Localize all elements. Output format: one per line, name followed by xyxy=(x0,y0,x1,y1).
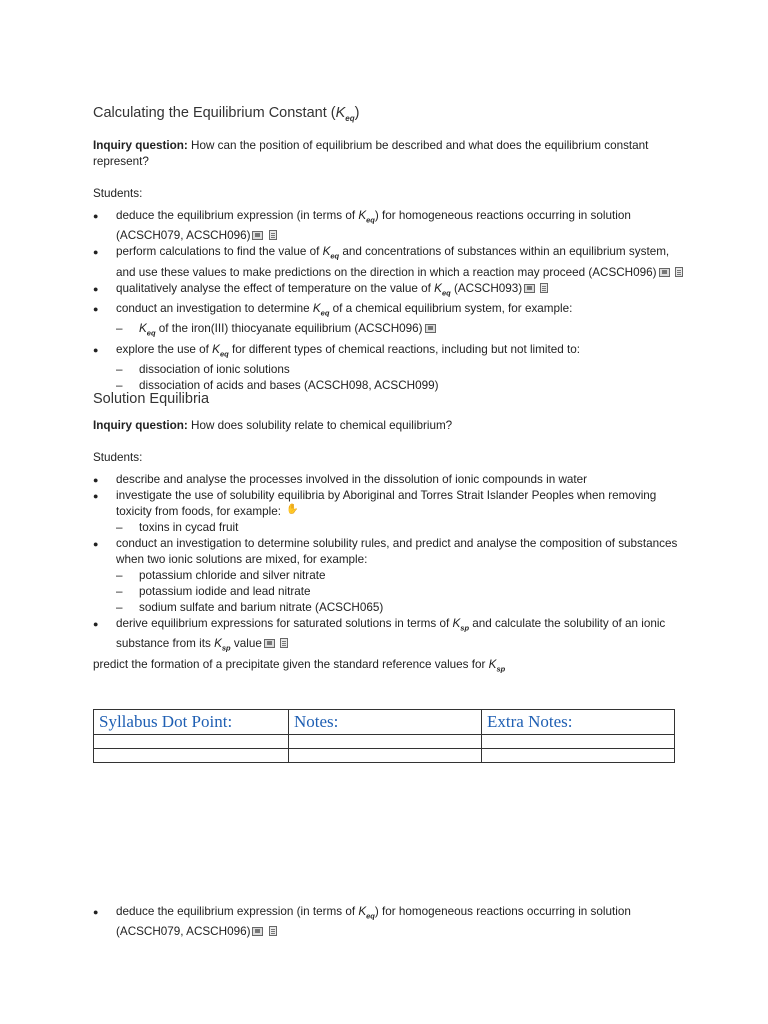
list-item xyxy=(93,301,683,342)
k-subscript: eq xyxy=(219,348,229,358)
list-item: – sodium sulfate and barium nitrate (ACSCH065) xyxy=(116,600,683,616)
sub-list xyxy=(116,321,683,341)
inquiry-label: Inquiry question: xyxy=(93,138,188,152)
monitor-icon xyxy=(252,231,263,240)
book-icon xyxy=(675,267,683,277)
sub-list xyxy=(116,568,683,616)
dot-point-list xyxy=(93,208,683,394)
list-item: – toxins in cycad fruit xyxy=(116,520,683,536)
table-header-row xyxy=(94,710,675,735)
k-subscript: eq xyxy=(441,287,451,297)
section-solution-equilibria xyxy=(93,390,683,677)
sub-list xyxy=(116,520,683,536)
list-item xyxy=(93,281,683,301)
book-icon xyxy=(269,230,277,240)
list-item xyxy=(116,321,683,341)
table-cell[interactable] xyxy=(482,749,675,763)
dot-point-list xyxy=(93,904,683,940)
inquiry-text: How can the position of equilibrium be described and what does the equilibrium constant represent? xyxy=(93,138,649,168)
item-text: derive equilibrium expressions for saturated solutions in terms of xyxy=(116,617,453,630)
monitor-icon xyxy=(252,927,263,936)
k-symbol: K xyxy=(452,617,461,630)
item-text: and calculate the solubility of an ionic substance from its xyxy=(116,617,666,651)
k-symbol: K xyxy=(312,301,321,315)
item-text: predict the formation of a precipitate given the standard reference values for xyxy=(93,657,489,671)
item-text: (ACSCH093) xyxy=(450,281,523,295)
list-item: ● describe and analyse the processes involved in the dissolution of ionic compounds in water xyxy=(93,472,683,488)
item-text: deduce the equilibrium expression (in terms of xyxy=(116,208,359,222)
list-item xyxy=(93,208,683,244)
inquiry-question xyxy=(93,138,683,170)
k-symbol: K xyxy=(434,281,442,295)
monitor-icon xyxy=(425,324,436,333)
list-item xyxy=(93,342,683,394)
k-subscript: eq xyxy=(146,328,156,338)
header-extra-notes: Extra Notes: xyxy=(482,710,675,735)
table-cell[interactable] xyxy=(94,735,289,749)
section-title: Solution Equilibria xyxy=(93,391,210,407)
k-subscript: eq xyxy=(366,911,375,921)
bottom-dot-point xyxy=(93,904,683,940)
k-symbol: K xyxy=(139,322,147,336)
section-equilibrium-constant xyxy=(93,104,683,394)
k-symbol: K xyxy=(335,105,346,121)
k-symbol: K xyxy=(322,245,331,259)
k-subscript: sp xyxy=(221,643,231,653)
k-symbol: K xyxy=(214,637,222,651)
item-text: and concentrations of substances within an equilibrium system, and use these values to make predictions on the direction in which a reaction may proceed (ACSCH096) xyxy=(116,245,670,279)
inquiry-text: How does solubility relate to chemical equilibrium? xyxy=(187,419,453,432)
item-text: of a chemical equilibrium system, for example: xyxy=(329,301,573,315)
item-text: conduct an investigation to determine solubility rules, and predict and analyse the composition of substances when two ionic solutions are mixed, for example: xyxy=(116,537,678,566)
inquiry-question xyxy=(93,418,683,434)
list-item: – dissociation of ionic solutions xyxy=(116,362,683,378)
monitor-icon xyxy=(524,284,535,293)
table-row xyxy=(94,735,675,749)
book-icon xyxy=(269,926,277,936)
table-cell[interactable] xyxy=(289,749,482,763)
item-text: ) for homogeneous reactions occurring in solution (ACSCH079, ACSCH096) xyxy=(116,905,631,939)
k-subscript: eq xyxy=(345,113,355,123)
list-item xyxy=(93,616,683,657)
list-item: – potassium chloride and silver nitrate xyxy=(116,568,683,584)
item-text: explore the use of xyxy=(116,342,213,356)
item-text: value xyxy=(230,637,262,651)
table-cell[interactable] xyxy=(482,735,675,749)
k-symbol: K xyxy=(358,208,367,222)
header-syllabus-dot-point: Syllabus Dot Point: xyxy=(94,710,289,735)
table-cell[interactable] xyxy=(94,749,289,763)
list-item xyxy=(93,488,683,536)
list-item xyxy=(93,904,683,940)
k-subscript: sp xyxy=(460,623,470,633)
section-title-end: ) xyxy=(354,105,360,121)
item-text: deduce the equilibrium expression (in terms of xyxy=(116,905,359,918)
section-title-text: Calculating the Equilibrium Constant ( xyxy=(93,105,336,121)
k-symbol: K xyxy=(358,905,367,918)
item-text: for different types of chemical reactions, including but not limited to: xyxy=(228,342,580,356)
list-item: – dissociation of acids and bases (ACSCH098, ACSCH099) xyxy=(116,378,683,394)
item-text: qualitatively analyse the effect of temperature on the value of xyxy=(116,281,435,295)
k-subscript: eq xyxy=(320,308,330,318)
list-item xyxy=(93,244,683,280)
k-subscript: eq xyxy=(330,251,340,261)
hand-icon xyxy=(286,505,297,516)
item-text: ) for homogeneous reactions occurring in solution (ACSCH079, ACSCH096) xyxy=(116,208,631,243)
item-text: of the iron(III) thiocyanate equilibrium (ACSCH096) xyxy=(155,322,423,336)
item-text: perform calculations to find the value of xyxy=(116,245,323,259)
section-title xyxy=(93,104,683,128)
k-symbol: K xyxy=(212,342,220,356)
list-item xyxy=(93,536,683,616)
students-label: Students: xyxy=(93,186,143,200)
book-icon xyxy=(280,638,288,648)
trailing-line xyxy=(93,657,683,677)
notes-table xyxy=(93,709,675,763)
dot-point-list xyxy=(93,472,683,657)
book-icon xyxy=(540,283,548,293)
list-item: – potassium iodide and lead nitrate xyxy=(116,584,683,600)
k-symbol: K xyxy=(488,657,497,671)
monitor-icon xyxy=(659,268,670,277)
inquiry-label: Inquiry question: xyxy=(93,419,188,432)
monitor-icon xyxy=(264,639,275,648)
students-label: Students: xyxy=(93,451,143,464)
k-subscript: eq xyxy=(366,215,375,225)
item-text: conduct an investigation to determine xyxy=(116,301,313,315)
header-notes: Notes: xyxy=(289,710,482,735)
table-row xyxy=(94,749,675,763)
k-subscript: sp xyxy=(496,663,506,673)
item-text: investigate the use of solubility equilibria by Aboriginal and Torres Strait Islander Peoples when removing toxicity from foods, for example: xyxy=(116,489,657,518)
table-cell[interactable] xyxy=(289,735,482,749)
